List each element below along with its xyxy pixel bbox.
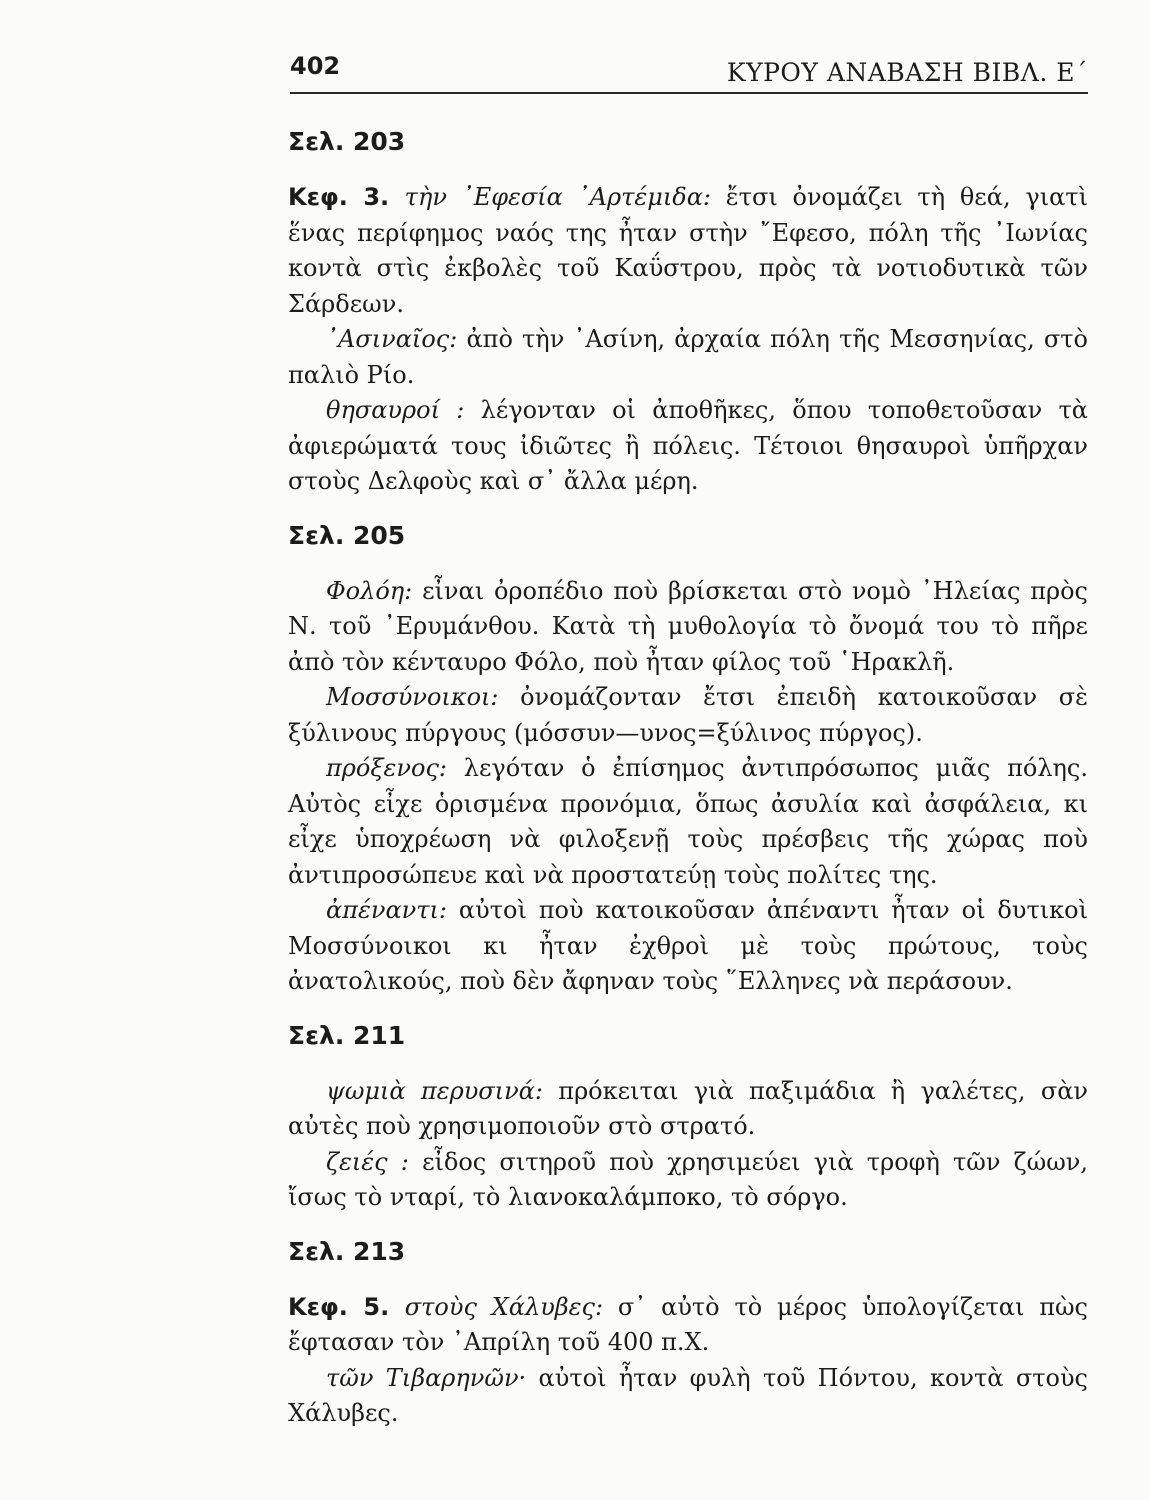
note-text: ὀνομάζονταν ἔτσι ἐπειδὴ κατοικοῦσαν σὲ ξύλινους πύργους (μόσσυν—υνος=ξύλινος πύργος). bbox=[288, 683, 1088, 747]
note-text: λεγόταν ὁ ἐπίσημος ἀντιπρόσωπος μιᾶς πόλης. Αὐτὸς εἶχε ὁρισμένα προνόμια, ὅπως ἀσυλία καὶ ἀσφάλεια, κι εἶχε ὑποχρέωση νὰ φιλοξενῇ τοὺς πρέσβεις τῆς χώρας ποὺ ἀντιπροσώπευε καὶ νὰ προστατεύῃ τοὺς πολίτες της. bbox=[288, 754, 1088, 889]
section-heading: Σελ. 203 bbox=[288, 127, 406, 156]
note-text: λέγονταν οἱ ἀποθῆκες, ὅπου τοποθετοῦσαν τὰ ἀφιερώματά τους ἰδιῶτες ἢ πόλεις. Τέτοιοι θησαυροὶ ὑπῆρχαν στοὺς Δελφοὺς καὶ σ᾿ ἄλλα μέρη. bbox=[288, 396, 1088, 495]
note-text: εἶδος σιτηροῦ ποὺ χρησιμεύει γιὰ τροφὴ τῶν ζώων, ἴσως τὸ νταρί, τὸ λιανοκαλάμποκο, τὸ σόργο. bbox=[288, 1147, 1088, 1211]
note-term: Φολόη: bbox=[326, 576, 413, 605]
note-text: εἶναι ὀροπέδιο ποὺ βρίσκεται στὸ νομὸ ᾿Ηλείας πρὸς Ν. τοῦ ᾿Ερυμάνθου. Κατὰ τὴ μυθολογία τὸ ὄνομά του τὸ πῆρε ἀπὸ τὸν κένταυρο Φόλο, ποὺ ἦταν φίλος τοῦ ῾Ηρακλῆ. bbox=[288, 576, 1088, 676]
note-entry bbox=[288, 1145, 1088, 1216]
note-term: θησαυροί : bbox=[326, 396, 465, 424]
note-term: τὴν ᾿Εφεσία ᾿Αρτέμιδα: bbox=[404, 183, 712, 211]
note-entry bbox=[288, 180, 1088, 322]
notes-section bbox=[288, 1020, 1088, 1216]
chapter-ref: Κεφ. 5. bbox=[288, 1292, 405, 1321]
section-heading: Σελ. 211 bbox=[288, 1020, 406, 1050]
notes-section bbox=[288, 126, 1088, 500]
note-term: στοὺς Χάλυβες: bbox=[404, 1292, 604, 1321]
notes-section bbox=[288, 520, 1088, 1000]
note-term: ζειές : bbox=[326, 1147, 409, 1176]
note-term: Μοσσύνοικοι: bbox=[326, 683, 499, 711]
note-entry bbox=[288, 393, 1088, 500]
note-text: αὐτοὶ ποὺ κατοικοῦσαν ἀπέναντι ἦταν οἱ δυτικοὶ Μοσσύνοικοι κι ἦταν ἐχθροὶ μὲ τοὺς πρώτους, τοὺς ἀνατολικούς, ποὺ δὲν ἄφηναν τοὺς ῞Ελληνες νὰ περάσουν. bbox=[288, 896, 1088, 995]
note-entry bbox=[288, 322, 1088, 393]
note-text: πρόκειται γιὰ παξιμάδια ἢ γαλέτες, σὰν αὐτὲς ποὺ χρησιμοποιοῦν στὸ στρατό. bbox=[288, 1076, 1088, 1140]
note-entry bbox=[288, 893, 1088, 1000]
running-head: ΚΥΡΟΥ ΑΝΑΒΑΣΗ ΒΙΒΛ. Ε΄ bbox=[726, 58, 1088, 87]
note-term: ᾿Ασιναῖος: bbox=[326, 325, 458, 353]
notes-body bbox=[288, 126, 1088, 1452]
note-text: ἀπὸ τὴν ᾿Ασίνη, ἀρχαία πόλη τῆς Μεσσηνίας, στὸ παλιὸ Ρίο. bbox=[288, 325, 1088, 389]
note-entry bbox=[288, 1074, 1088, 1145]
note-text: σ᾿ αὐτὸ τὸ μέρος ὑπολογίζεται πὼς ἔφτασαν τὸν ᾿Απρίλη τοῦ 400 π.Χ. bbox=[288, 1292, 1088, 1356]
note-entry bbox=[288, 1290, 1088, 1361]
note-term: τῶν Τιβαρηνῶν· bbox=[326, 1363, 527, 1392]
note-term: πρόξενος: bbox=[326, 754, 447, 782]
chapter-ref: Κεφ. 3. bbox=[288, 183, 405, 211]
section-heading: Σελ. 213 bbox=[288, 1236, 406, 1266]
note-term: ἀπέναντι: bbox=[326, 896, 448, 924]
page-number: 402 bbox=[290, 52, 341, 80]
note-entry bbox=[288, 751, 1088, 893]
note-entry bbox=[288, 680, 1088, 751]
note-text: αὐτοὶ ἦταν φυλὴ τοῦ Πόντου, κοντὰ στοὺς Χάλυβες. bbox=[288, 1363, 1088, 1427]
page-header bbox=[290, 52, 1088, 94]
note-entry bbox=[288, 1361, 1088, 1432]
section-heading: Σελ. 205 bbox=[288, 520, 406, 550]
note-term: ψωμιὰ περυσινά: bbox=[326, 1076, 543, 1105]
note-entry bbox=[288, 574, 1088, 681]
note-text: ἔτσι ὀνομάζει τὴ θεά, γιατὶ ἕνας περίφημος ναός της ἦταν στὴν ῎Εφεσο, πόλη τῆς ᾿Ιωνίας κοντὰ στὶς ἐκβολὲς τοῦ Καΰστρου, πρὸς τὰ νοτιοδυτικὰ τῶν Σάρδεων. bbox=[288, 183, 1088, 318]
notes-section bbox=[288, 1236, 1088, 1432]
